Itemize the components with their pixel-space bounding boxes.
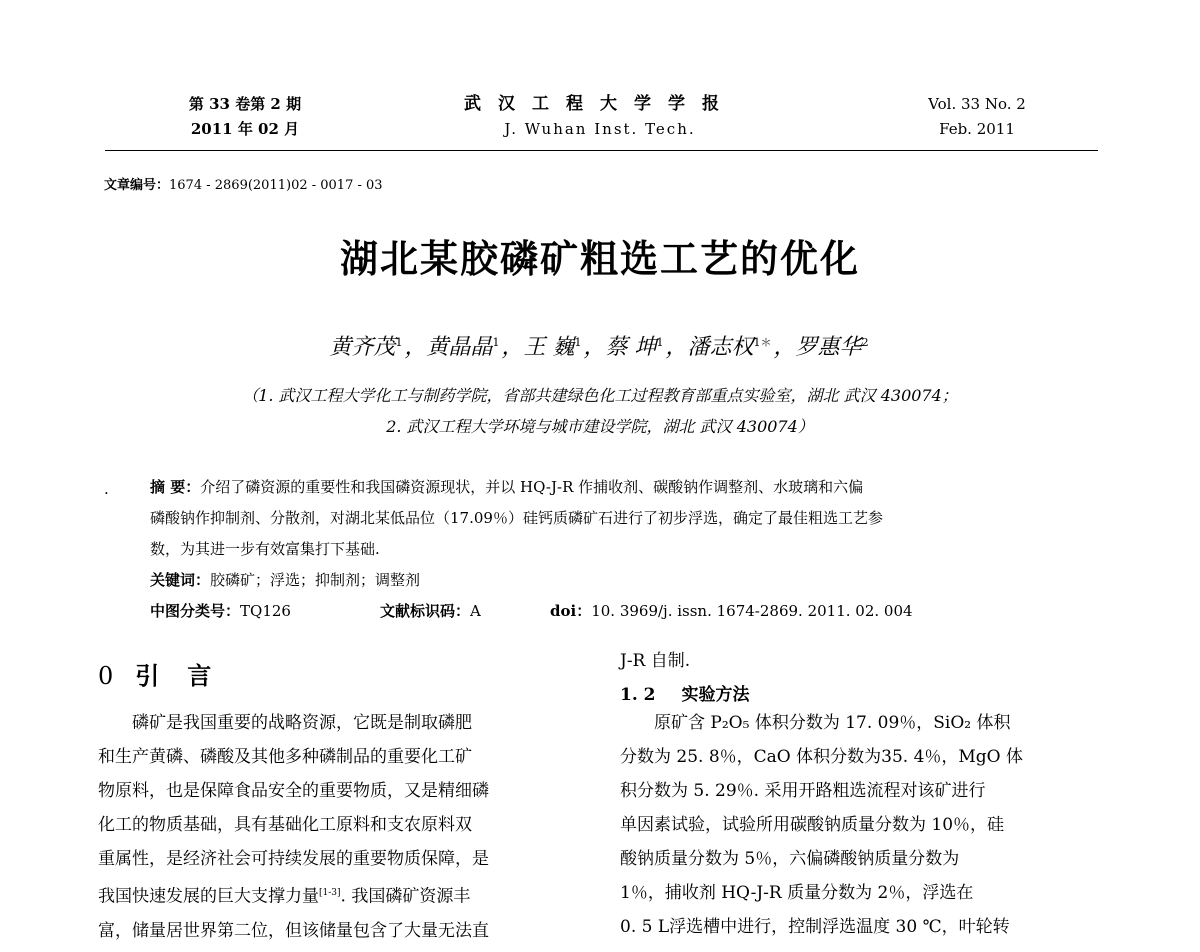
body-line: 酸钠质量分数为 5％，六偏磷酸钠质量分数为	[620, 849, 960, 869]
subsection-title: 实验方法	[681, 685, 750, 705]
section-title: 引言	[135, 661, 240, 690]
body-line-cited	[98, 876, 578, 914]
author-name: 黄晶晶	[426, 335, 493, 360]
body-line: 积分数为 5. 29％. 采用开路粗选流程对该矿进行	[620, 781, 986, 801]
author-name: 罗惠华	[795, 335, 862, 360]
body-line: 和生产黄磷、磷酸及其他多种磷制品的重要化工矿	[98, 747, 472, 767]
keywords-line	[150, 565, 1050, 596]
author-name: 潘志权	[687, 335, 754, 360]
doc-code-value: A	[470, 602, 481, 620]
author-affil-mark: 1	[492, 335, 500, 349]
body-line: 1％，捕收剂 HQ-J-R 质量分数为 2％，浮选在	[620, 883, 974, 903]
body-line: 磷矿是我国重要的战略资源，它既是制取磷肥	[132, 713, 472, 733]
journal-name-cn: 武汉工程大学学报	[464, 94, 736, 114]
journal-issue-en	[902, 92, 1052, 142]
clc-value: TQ126	[240, 602, 291, 620]
affiliations	[110, 380, 1090, 442]
clc-label: 中图分类号：	[150, 602, 241, 620]
keywords-label: 关键词：	[150, 571, 211, 589]
article-number-value: 1674 - 2869(2011)02 - 0017 - 03	[169, 178, 383, 193]
right-column-body	[620, 706, 1100, 944]
author-affil-mark: 2	[861, 335, 869, 349]
affiliation-1: （1. 武汉工程大学化工与制药学院，省部共建绿色化工过程教育部重点实验室，湖北 武汉 430074；	[242, 386, 958, 405]
body-line: 物原料，也是保障食品安全的重要物质，又是精细磷	[98, 781, 489, 801]
doc-code-label: 文献标识码：	[380, 602, 471, 620]
subsection-heading-method	[620, 680, 750, 705]
author-name: 蔡 坤	[605, 335, 657, 360]
date-line: 2011 年 02 月	[190, 120, 300, 138]
journal-issue-cn	[170, 92, 320, 142]
header-rule	[105, 150, 1098, 151]
author-affil-mark: 1	[656, 335, 664, 349]
body-line: 分数为 25. 8％，CaO 体积分数为35. 4％，MgO 体	[620, 747, 1024, 767]
subsection-number: 1. 2	[620, 685, 656, 705]
abstract-text: 介绍了磷资源的重要性和我国磷资源现状，并以 HQ-J-R 作捕收剂、碳酸钠作调整剂、水玻璃和六偏	[200, 478, 864, 496]
author-name: 黄齐茂	[329, 335, 396, 360]
section-heading-intro	[98, 656, 239, 691]
abstract-line-3: 数，为其进一步有效富集打下基础.	[150, 540, 380, 558]
author-affil-mark: 1	[395, 335, 403, 349]
author-affil-mark: 1	[574, 335, 582, 349]
abstract-line-1	[150, 472, 1050, 503]
classification-line	[150, 596, 1050, 627]
article-number	[104, 174, 383, 193]
doi-label: doi：	[550, 602, 592, 620]
vol-line: Vol. 33 No. 2	[928, 95, 1026, 113]
journal-name	[440, 92, 760, 142]
margin-dot: .	[104, 480, 109, 498]
keywords-value: 胶磷矿；浮选；抑制剂；调整剂	[210, 571, 421, 589]
abstract-block	[150, 472, 1050, 627]
body-line: 化工的物质基础，具有基础化工原料和支农原料双	[98, 815, 472, 835]
body-line: 重属性，是经济社会可持续发展的重要物质保障，是	[98, 849, 489, 869]
author-affil-mark: 1＊	[753, 335, 772, 349]
section-number: 0	[98, 662, 114, 690]
abstract-label: 摘 要：	[150, 478, 201, 496]
right-column-continuation: J-R 自制.	[620, 651, 691, 671]
body-line: 0. 5 L浮选槽中进行，控制浮选温度 30 ℃，叶轮转	[620, 917, 1010, 937]
article-number-label: 文章编号：	[104, 178, 170, 193]
issue-line: 第 33 卷第 2 期	[188, 95, 302, 113]
left-column-body	[98, 706, 578, 948]
body-text: . 我国磷矿资源丰	[340, 886, 471, 907]
body-line: 单因素试验，试验所用碳酸钠质量分数为 10％，硅	[620, 815, 1005, 835]
author-list: 黄齐茂$^1$，黄晶晶$^1$，王 巍$^1$，蔡 坤$^1$，潘志权$^{1*}$，罗惠华$^2$	[329, 335, 869, 360]
body-line: 原矿含 P₂O₅ 体积分数为 17. 09％，SiO₂ 体积	[654, 713, 1011, 733]
citation-ref: [1-3]	[319, 888, 341, 898]
affiliation-2: 2. 武汉工程大学环境与城市建设学院，湖北 武汉 430074）	[386, 417, 814, 436]
body-line: 富，储量居世界第二位，但该储量包含了大量无法直	[98, 920, 489, 941]
doi-value: 10. 3969/j. issn. 1674-2869. 2011. 02. 004	[591, 602, 913, 620]
journal-name-en: J. Wuhan Inst. Tech.	[504, 120, 696, 138]
paper-title: 湖北某胶磷矿粗选工艺的优化	[339, 236, 860, 281]
abstract-line-2: 磷酸钠作抑制剂、分散剂，对湖北某低品位（17.09％）硅钙质磷矿石进行了初步浮选，确定了最佳粗选工艺参	[150, 509, 883, 527]
body-text: 我国快速发展的巨大支撑力量	[98, 886, 319, 907]
author-name: 王 巍	[523, 335, 575, 360]
date-line-en: Feb. 2011	[939, 120, 1015, 138]
